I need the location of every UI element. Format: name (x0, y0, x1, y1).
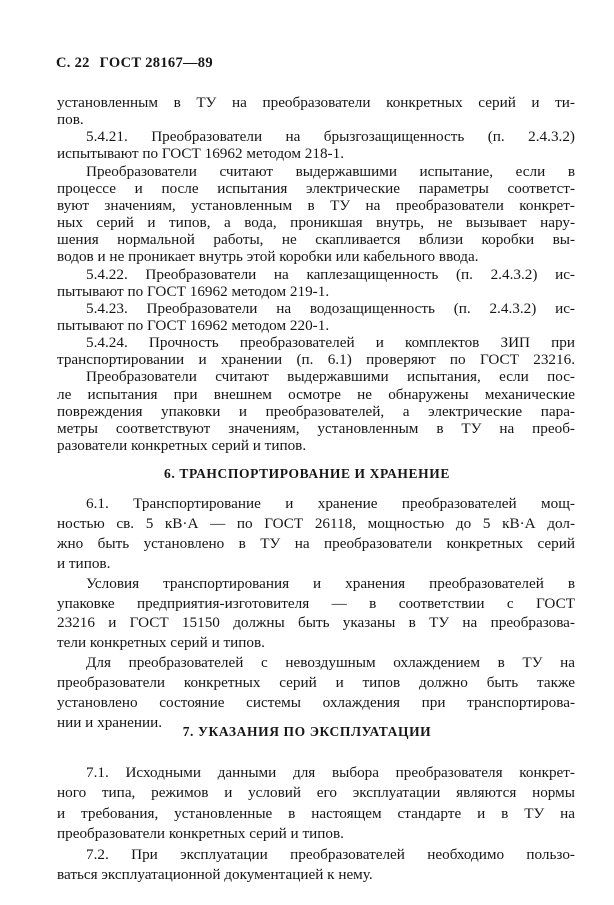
text-line: преобразователи конкретных серий и типов. (57, 825, 344, 843)
text-line: ваться эксплуатационной документацией к нему. (57, 866, 373, 883)
text-line: ностью св. 5 кВ·А — по ГОСТ 26118, мощностью до 5 кВ·А дол- (57, 514, 575, 532)
text-line: установлено состояние системы охлаждения при транспортирова- (57, 694, 575, 711)
text-line: процессе и после испытания электрические параметры соответст- (57, 179, 575, 197)
text-line: повреждения упаковки и преобразователей, а электрические пара- (57, 402, 575, 420)
text-line: испытывают по ГОСТ 16962 методом 218-1. (57, 145, 344, 163)
page-header (56, 55, 213, 72)
text-line: 7.2. При эксплуатации преобразователей необходимо пользо- (86, 845, 575, 863)
text-line: вуют значениям, установленным в ТУ на преобразователи конкрет- (57, 196, 575, 214)
text-line: Преобразователи считают выдержавшими испытание, если в (86, 162, 575, 180)
text-line: Условия транспортирования и хранения преобразователей в (86, 574, 575, 592)
text-line: 5.4.21. Преобразователи на брызгозащищенность (п. 2.4.3.2) (86, 128, 575, 146)
text-line: 23216 и ГОСТ 15150 должны быть указаны в ТУ на преобразова- (57, 614, 575, 632)
text-line: 5.4.22. Преобразователи на каплезащищенность (п. 2.4.3.2) ис- (86, 265, 575, 283)
text-line: ного типа, режимов и условий его эксплуатации являются нормы (57, 784, 575, 802)
text-line: метры соответствуют значениям, установленным в ТУ на преоб- (57, 419, 575, 437)
text-line: разователи конкретных серий и типов. (57, 437, 307, 454)
text-line: 5.4.24. Прочность преобразователей и комплектов ЗИП при (86, 334, 575, 352)
text-line: и типов. (57, 554, 111, 572)
text-line: нии и хранении. (57, 713, 163, 731)
page-number: С. 22 (56, 55, 90, 71)
text-line: 7.1. Исходными данными для выбора преобразователя конкрет- (86, 764, 575, 781)
text-line: Преобразователи считают выдержавшими испытания, если пос- (86, 368, 575, 386)
text-line: тели конкретных серий и типов. (57, 634, 265, 652)
document-title: ГОСТ 28167—89 (99, 55, 213, 71)
text-line: транспортировании и хранении (п. 6.1) проверяют по ГОСТ 23216. (57, 351, 575, 369)
text-line: установленным в ТУ на преобразователи конкретных серий и ти- (57, 94, 575, 111)
section-heading: 7. УКАЗАНИЯ ПО ЭКСПЛУАТАЦИИ (182, 724, 432, 739)
text-line: пов. (57, 111, 84, 129)
text-line: Для преобразователей с невоздушным охлаждением в ТУ на (86, 654, 575, 672)
text-line: жно быть установлено в ТУ на преобразователи конкретных серий (57, 534, 575, 552)
text-line: пытывают по ГОСТ 16962 методом 219-1. (57, 282, 330, 300)
section-heading: 6. ТРАНСПОРТИРОВАНИЕ И ХРАНЕНИЕ (164, 466, 450, 481)
text-line: упаковке предприятия-изготовителя — в соответствии с ГОСТ (57, 594, 575, 612)
text-line: 5.4.23. Преобразователи на водозащищенность (п. 2.4.3.2) ис- (86, 299, 575, 317)
text-line: ле испытания при внешнем осмотре не обнаружены механические (57, 385, 575, 403)
text-line: ных серий и типов, а вода, проникшая внутрь, не вызывает нару- (57, 214, 575, 232)
text-line: 6.1. Транспортирование и хранение преобразователей мощ- (86, 495, 575, 512)
text-line: и требования, установленные в настоящем стандарте и в ТУ на (57, 804, 575, 822)
text-line: водов и не проникает внутрь этой коробки или кабельного ввода. (57, 248, 479, 266)
text-line: шения нормальной работы, не скапливается вблизи коробки вы- (57, 231, 575, 249)
text-line: пытывают по ГОСТ 16962 методом 220-1. (57, 316, 330, 334)
text-line: преобразователи конкретных серий и типов должно быть также (57, 674, 575, 692)
